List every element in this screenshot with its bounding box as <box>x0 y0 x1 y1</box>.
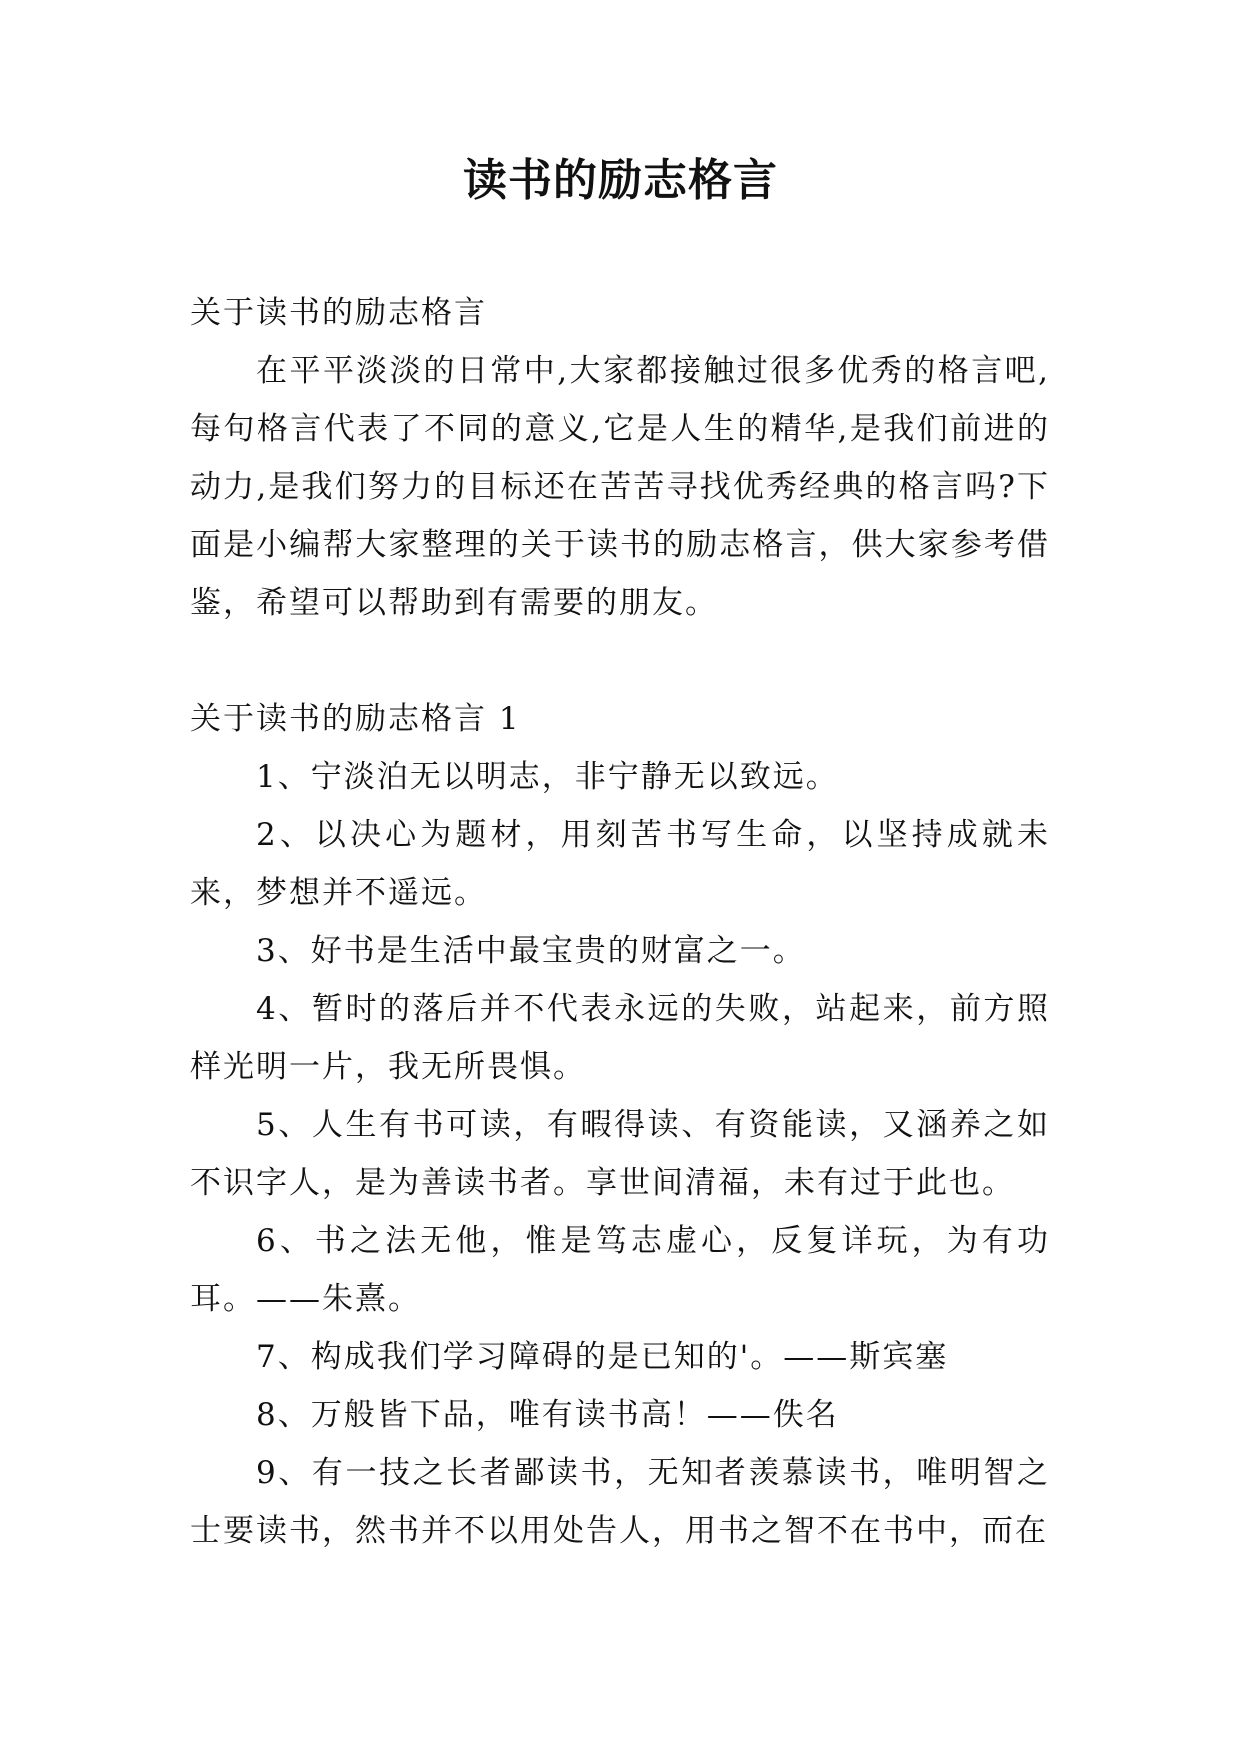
quote-item: 1、宁淡泊无以明志，非宁静无以致远。 <box>256 759 839 795</box>
quote-list <box>190 748 1050 1560</box>
quote-item: 5、人生有书可读，有暇得读、有资能读，又涵养之如不识字人，是为善读书者。享世间清福，未有过于此也。 <box>190 1107 1050 1201</box>
quote-item: 3、好书是生活中最宝贵的财富之一。 <box>256 933 806 969</box>
quote-item: 7、构成我们学习障碍的是已知的'。——斯宾塞 <box>256 1339 949 1375</box>
quote-item: 6、书之法无他，惟是笃志虚心，反复详玩，为有功耳。——朱熹。 <box>190 1223 1050 1317</box>
section-heading: 关于读书的励志格言 1 <box>190 701 521 737</box>
document-subtitle: 关于读书的励志格言 <box>190 295 487 331</box>
quote-item: 2、以决心为题材，用刻苦书写生命，以坚持成就未来，梦想并不遥远。 <box>190 817 1050 911</box>
quote-item: 8、万般皆下品，唯有读书高！——佚名 <box>256 1397 839 1433</box>
quote-item: 4、暂时的落后并不代表永远的失败，站起来，前方照样光明一片，我无所畏惧。 <box>190 991 1050 1085</box>
document-title: 读书的励志格言 <box>463 155 778 206</box>
quote-item: 9、有一技之长者鄙读书，无知者羡慕读书，唯明智之士要读书，然书并不以用处告人，用书之智不在书中，而在 <box>190 1455 1050 1549</box>
intro-paragraph: 在平平淡淡的日常中,大家都接触过很多优秀的格言吧,每句格言代表了不同的意义,它是人生的精华,是我们前进的动力,是我们努力的目标还在苦苦寻找优秀经典的格言吗?下面是小编帮大家整理的关于读书的励志格言，供大家参考借鉴，希望可以帮助到有需要的朋友。 <box>190 353 1050 621</box>
